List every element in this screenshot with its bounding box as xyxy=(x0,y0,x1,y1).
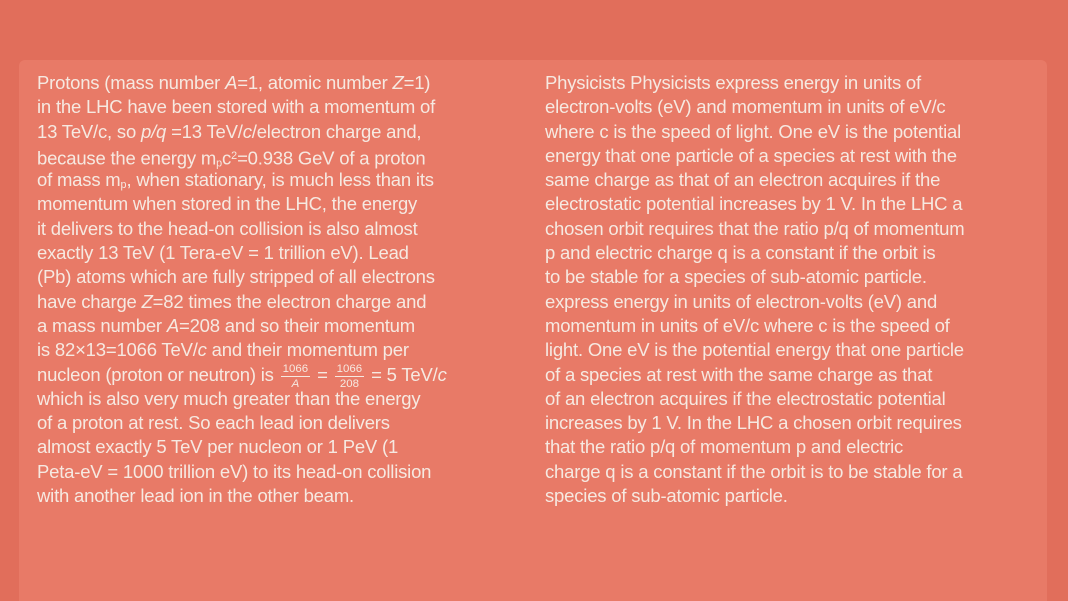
text-line: a mass number A=208 and so their momentum xyxy=(37,314,415,336)
text-line: of a species at rest with the same charge as that xyxy=(545,363,933,385)
fraction: $\frac{1066}{A}$ xyxy=(282,363,309,390)
text-line: increases by 1 V. In the LHC a chosen orbit requires xyxy=(545,412,962,434)
text-line: have charge Z=82 times the electron charge and xyxy=(37,290,427,312)
text-line: momentum when stored in the LHC, the energy xyxy=(37,193,418,215)
text-line: that the ratio p/q of momentum p and electric xyxy=(545,436,904,458)
text-line: Physicists Physicists express energy in units of xyxy=(545,72,921,93)
text-line: 13 TeV/c, so p/q =13 TeV/c/electron charge and, xyxy=(37,120,422,142)
text-line: with another lead ion in the other beam. xyxy=(37,485,354,507)
text-line: same charge as that of an electron acquires if the xyxy=(545,169,941,191)
text-line: (Pb) atoms which are fully stripped of all electrons xyxy=(37,266,435,288)
text-line: light. One eV is the potential energy that one particle xyxy=(545,339,964,361)
text-line: chosen orbit requires that the ratio p/q of momentum xyxy=(545,217,965,239)
text-line: is 82×13=1066 TeV/c and their momentum per xyxy=(37,339,409,361)
text-line: electron-volts (eV) and momentum in units of eV/c xyxy=(545,96,946,118)
text-line: because the energy mpc$^2$=0.938 GeV of a proton xyxy=(37,147,426,170)
text-line: almost exactly 5 TeV per nucleon or 1 PeV (1 xyxy=(37,436,399,458)
text-line: Protons (mass number A=1, atomic number Z=1) xyxy=(37,72,431,93)
left-text-column xyxy=(37,71,505,601)
text-line: electrostatic potential increases by 1 V. In the LHC a xyxy=(545,193,963,215)
right-text-column xyxy=(545,71,1047,601)
text-line: of an electron acquires if the electrostatic potential xyxy=(545,387,946,409)
column-gap xyxy=(505,71,545,601)
text-line: in the LHC have been stored with a momentum of xyxy=(37,96,436,118)
text-line: it delivers to the head-on collision is also almost xyxy=(37,217,418,239)
slide-text-panel xyxy=(19,60,1047,601)
text-line: charge q is a constant if the orbit is to be stable for a xyxy=(545,460,963,482)
text-line: express energy in units of electron-volts (eV) and xyxy=(545,290,938,312)
fraction: $\frac{1066}{208}$ xyxy=(336,363,363,390)
text-line: where c is the speed of light. One eV is the potential xyxy=(545,120,961,142)
text-line: of mass mp, when stationary, is much less than its xyxy=(37,169,434,192)
text-line: p and electric charge q is a constant if the orbit is xyxy=(545,242,936,264)
text-line: Peta-eV = 1000 trillion eV) to its head-on collision xyxy=(37,460,432,482)
text-line: of a proton at rest. So each lead ion delivers xyxy=(37,412,390,434)
text-line: momentum in units of eV/c where c is the speed of xyxy=(545,314,950,336)
text-line: exactly 13 TeV (1 Tera-eV = 1 trillion eV). Lead xyxy=(37,242,409,264)
text-line: energy that one particle of a species at rest with the xyxy=(545,144,957,166)
text-line: to be stable for a species of sub-atomic particle. xyxy=(545,266,927,288)
text-line: species of sub-atomic particle. xyxy=(545,485,788,507)
text-line: nucleon (proton or neutron) is $\frac{1066}{A}$ = $\frac{1066}{208}$ = 5 TeV/c xyxy=(37,363,447,390)
text-line: which is also very much greater than the energy xyxy=(37,387,421,409)
